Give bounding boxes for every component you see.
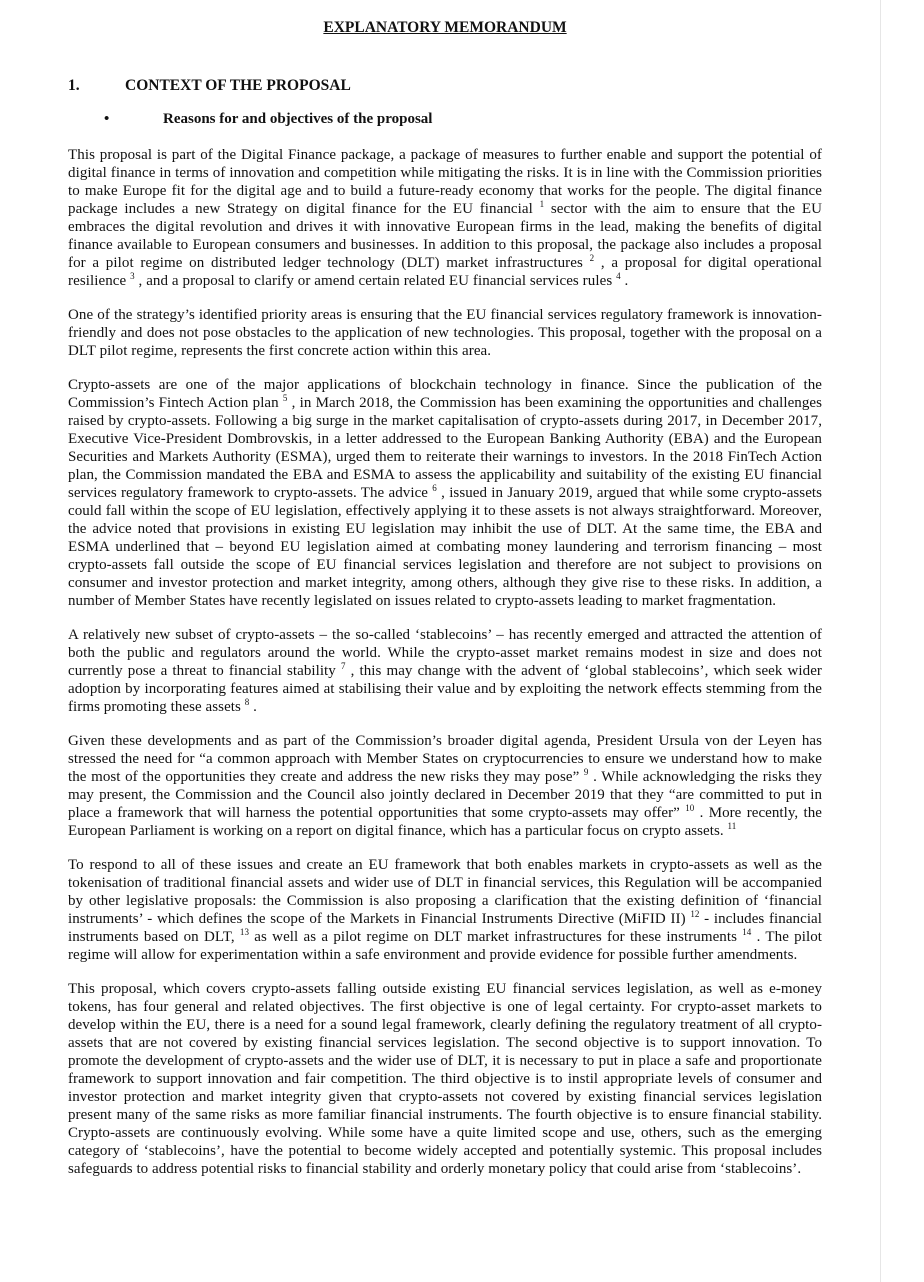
paragraph-text: . While acknowledging the risks they may present, the Commission and the Council also jointly declared in December 2019 that they “are committed to put in place a framework that will harness the potential opportunities that some crypto-assets may offer” xyxy=(68,769,822,821)
paragraph-text: One of the strategy’s identified priority areas is ensuring that the EU financial services regulatory framework is innovation-friendly and does not pose obstacles to the application of new technologies. This proposal, together with the proposal on a DLT pilot regime, represents the first concrete action within this area. xyxy=(68,307,822,359)
footnote-ref[interactable]: 5 xyxy=(282,393,288,403)
paragraph-text: - includes financial instruments based on DLT, xyxy=(68,911,822,945)
section-title: CONTEXT OF THE PROPOSAL xyxy=(125,77,351,94)
paragraph-text: A relatively new subset of crypto-assets – the so-called ‘stablecoins’ – has recently emerged and attracted the attention of both the public and regulators around the world. While the crypto-asset market remains modest in size and does not currently pose a threat to financial stability xyxy=(68,627,822,679)
memorandum-body xyxy=(68,146,822,1194)
paragraph-text: . More recently, the European Parliament is working on a report on digital finance, which has a particular focus on crypto assets. xyxy=(68,805,822,839)
subsection-title: Reasons for and objectives of the proposal xyxy=(163,111,433,127)
paragraph-text: This proposal is part of the Digital Finance package, a package of measures to further enable and support the potential of digital finance in terms of innovation and competition while mitigating the risks. It is in line with the Commission priorities to make Europe fit for the digital age and to build a future-ready economy that works for the people. The digital finance package includes a new Strategy on digital finance for the EU financial xyxy=(68,147,822,217)
paragraph-text: , this may change with the advent of ‘global stablecoins’, which seek wider adoption by incorporating features aimed at stabilising their value and by exploiting the network effects stemming from the firms promoting these assets xyxy=(68,663,822,715)
paragraph-text: , a proposal for digital operational resilience xyxy=(68,255,822,289)
paragraph xyxy=(68,376,822,610)
footnote-ref[interactable]: 10 xyxy=(685,803,695,813)
footnote-ref[interactable]: 12 xyxy=(690,909,700,919)
document-title: EXPLANATORY MEMORANDUM xyxy=(323,19,567,36)
paragraph-text: This proposal, which covers crypto-assets falling outside existing EU financial services legislation, as well as e-money tokens, has four general and related objectives. The first objective is one of legal certainty. For crypto-asset markets to develop within the EU, there is a need for a sound legal framework, clearly defining the regulatory treatment of all crypto-assets that are not covered by existing financial services legislation. The second objective is to support innovation. To promote the development of crypto-assets and the wider use of DLT, it is necessary to put in place a safe and proportionate framework to support innovation and fair competition. The third objective is to instil appropriate levels of consumer and investor protection and market integrity given that crypto-assets not covered by existing financial services legislation present many of the same risks as more familiar financial instruments. The fourth objective is to ensure financial stability. Crypto-assets are continuously evolving. While some have a quite limited scope and use, others, such as the emerging category of ‘stablecoins’, have the potential to become widely accepted and potentially systemic. This proposal includes safeguards to address potential risks to financial stability and orderly monetary policy that could arise from ‘stablecoins’. xyxy=(68,981,822,1177)
footnote-ref[interactable]: 14 xyxy=(742,927,752,937)
paragraph-text: sector with the aim to ensure that the EU embraces the digital revolution and drives it with innovative European firms in the lead, making the benefits of digital finance available to European consumers and businesses. In addition to this proposal, the package also includes a proposal for a pilot regime on distributed ledger technology (DLT) market infrastructures xyxy=(68,201,822,271)
footnote-ref[interactable]: 9 xyxy=(583,767,589,777)
footnote-ref[interactable]: 1 xyxy=(539,199,545,209)
footnote-ref[interactable]: 11 xyxy=(727,821,737,831)
paragraph-text: , issued in January 2019, argued that while some crypto-assets could fall within the scope of EU legislation, effectively applying it to these assets is not always straightforward. Moreover, the advice noted that provisions in existing EU legislation may inhibit the use of DLT. At the same time, the EBA and ESMA underlined that – beyond EU legislation aimed at combating money laundering and terrorism financing – most crypto-assets fall outside the scope of EU financial services legislation and therefore are not subject to provisions on consumer and investor protection and market integrity, among others, although they give rise to these risks. In addition, a number of Member States have recently legislated on issues related to crypto-assets leading to market fragmentation. xyxy=(68,485,823,609)
paragraph-text: . xyxy=(249,699,257,715)
page-edge xyxy=(880,0,881,1282)
footnote-ref[interactable]: 8 xyxy=(244,697,250,707)
paragraph xyxy=(68,856,822,964)
footnote-ref[interactable]: 2 xyxy=(589,253,595,263)
paragraph xyxy=(68,732,822,840)
section-heading xyxy=(68,77,351,95)
footnote-ref[interactable]: 6 xyxy=(432,483,437,493)
footnote-ref[interactable]: 3 xyxy=(130,271,135,281)
footnote-ref[interactable]: 7 xyxy=(340,661,346,671)
section-number: 1. xyxy=(68,77,80,94)
paragraph-text: Crypto-assets are one of the major applications of blockchain technology in finance. Since the publication of the Commission’s Fintech Action plan xyxy=(68,377,822,411)
paragraph xyxy=(68,146,822,290)
paragraph xyxy=(68,306,822,360)
paragraph-text: . xyxy=(620,273,629,289)
paragraph-text: . The pilot regime will allow for experimentation within a safe environment and provide evidence for possible further amendments. xyxy=(68,929,822,963)
bullet-icon: • xyxy=(104,111,110,127)
paragraph-text: , and a proposal to clarify or amend certain related EU financial services rules xyxy=(134,273,617,289)
paragraph-text: , in March 2018, the Commission has been examining the opportunities and challenges raised by crypto-assets. Following a big surge in the market capitalisation of crypto-assets during 2017, in December 2017, Executive Vice-President Dombrovskis, in a letter addressed to the European Banking Authority (EBA) and the European Securities and Markets Authority (ESMA), urged them to reiterate their warnings to investors. In the 2018 FinTech Action plan, the Commission mandated the EBA and ESMA to assess the applicability and suitability of the existing EU financial services regulatory framework to crypto-assets. The advice xyxy=(68,395,822,501)
paragraph-text: as well as a pilot regime on DLT market infrastructures for these instruments xyxy=(249,929,743,945)
footnote-ref[interactable]: 13 xyxy=(239,927,250,937)
subsection-heading xyxy=(104,111,432,128)
paragraph xyxy=(68,980,822,1178)
paragraph-text: To respond to all of these issues and create an EU framework that both enables markets in crypto-assets as well as the tokenisation of traditional financial assets and wider use of DLT in financial services, this Regulation will be accompanied by other legislative proposals: the Commission is also proposing a clarification that the existing definition of ‘financial instruments’ - which defines the scope of the Markets in Financial Instruments Directive (MiFID II) xyxy=(68,857,822,927)
paragraph xyxy=(68,626,822,716)
paragraph-text: Given these developments and as part of the Commission’s broader digital agenda, President Ursula von der Leyen has stressed the need for “a common approach with Member States on cryptocurrencies to ensure we understand how to make the most of the opportunities they create and address the new risks they may pose” xyxy=(68,733,822,785)
footnote-ref[interactable]: 4 xyxy=(616,271,621,281)
